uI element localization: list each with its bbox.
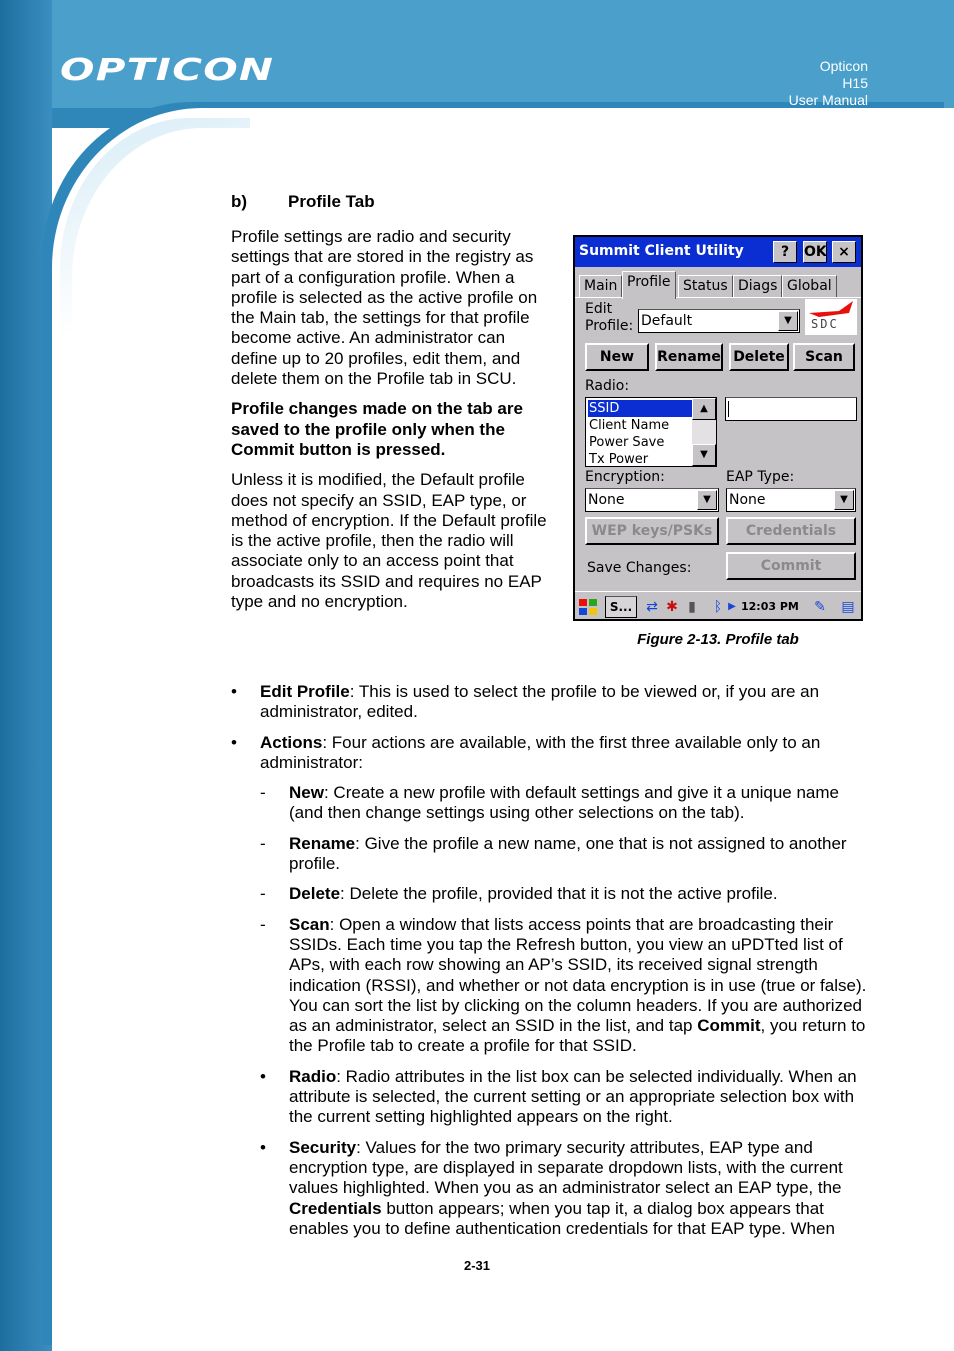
dash-mark: - <box>260 783 266 803</box>
tab-profile[interactable]: Profile <box>622 271 676 299</box>
scroll-up-icon[interactable]: ▲ <box>692 398 716 420</box>
taskbar-clock[interactable]: 12:03 PM <box>741 600 799 613</box>
intro-paragraph-3: Unless it is modified, the Default profile does not specify an SSID, EAP type, or method of encryption. If the Default profile is the active profile, then the radio will associate only to an access point that broadcasts its SSID and requires no EAP type and no encryption. <box>231 470 547 612</box>
taskbar-app-button[interactable]: S... <box>605 596 637 618</box>
eap-type-value: None <box>729 492 766 508</box>
radio-value-input[interactable] <box>725 397 857 421</box>
section-number: b) <box>231 192 248 211</box>
radio-label: Radio: <box>585 378 630 394</box>
battery-icon[interactable]: ▮ <box>688 599 696 615</box>
tab-main[interactable]: Main <box>579 275 622 297</box>
list-item[interactable]: Client Name <box>589 418 670 433</box>
list-item-actions: • Actions: Four actions are available, with the first three available only to an administrator: <box>231 732 821 772</box>
save-changes-label: Save Changes: <box>587 560 692 576</box>
stylus-icon[interactable]: ✎ <box>814 599 826 615</box>
sdc-logo: SDC <box>805 299 857 335</box>
eap-type-label: EAP Type: <box>726 469 795 485</box>
intro-text <box>231 227 551 622</box>
list-item[interactable]: Tx Power <box>589 452 649 467</box>
list-item-edit-profile: • Edit Profile: This is used to select the profile to be viewed or, if you are an administrator, edited. <box>231 682 820 722</box>
list-item[interactable]: SSID <box>588 400 692 417</box>
edit-profile-value: Default <box>641 313 693 329</box>
edit-profile-dropdown[interactable] <box>638 309 800 333</box>
sdc-wing-icon <box>809 301 853 317</box>
radio-attribute-list[interactable] <box>585 397 717 467</box>
bluetooth-icon[interactable]: ᛒ <box>713 599 723 615</box>
arrow-right-icon[interactable]: ▶ <box>728 601 736 612</box>
edit-label: Edit <box>585 301 613 317</box>
page-number: 2-31 <box>463 1258 491 1273</box>
encryption-dropdown[interactable] <box>585 488 719 512</box>
sub-item-radio: • Radio: Radio attributes in the list box can be selected individually. When an attribute is selected, the current setting or an appropriate selection box with the current setting highlighted appears on the right. <box>260 1066 857 1127</box>
opticon-logo: OPTICON <box>60 53 275 88</box>
bullet-mark: • <box>260 1137 266 1157</box>
sub-item-delete: - Delete: Delete the profile, provided that it is not the active profile. <box>260 884 778 904</box>
meta-company: Opticon <box>819 58 868 74</box>
sub-item-scan: - Scan: Open a window that lists access points that are broadcasting their SSIDs. Each time you tap the Refresh button, you view an uPDTted list of APs, with each row showing an AP’s SSID, its received signal strength indication (RSSI), and whether or not data encryption is in use (true or false). You can sort the list by clicking on the column headers. If you are authorized as an administrator, select an SSID in the list, and tap Commit, you return to the Profile tab to create a profile for that SSID. <box>260 914 867 1056</box>
tab-diags[interactable]: Diags <box>733 275 782 297</box>
new-button[interactable]: New <box>585 343 649 371</box>
chevron-down-icon[interactable]: ▼ <box>697 490 717 510</box>
figure-caption: Figure 2-13. Profile tab <box>637 631 799 648</box>
tab-underline <box>575 297 861 298</box>
dash-mark: - <box>260 884 266 904</box>
commit-button[interactable]: Commit <box>726 552 856 580</box>
meta-model: H15 <box>842 75 868 91</box>
encryption-label: Encryption: <box>585 469 665 485</box>
list-scrollbar[interactable] <box>692 398 716 466</box>
intro-paragraph-2: Profile changes made on the tab are saved to the profile only when the Commit button is pressed. <box>231 399 523 459</box>
bullet-list <box>231 682 871 1249</box>
window-titlebar <box>575 237 861 267</box>
scroll-down-icon[interactable]: ▼ <box>692 444 716 466</box>
section-heading <box>231 192 375 212</box>
tab-status[interactable]: Status <box>678 275 733 297</box>
eap-type-dropdown[interactable] <box>726 488 856 512</box>
profile-label: Profile: <box>585 318 634 334</box>
bullet-mark: • <box>231 682 237 701</box>
sub-item-security: • Security: Values for the two primary security attributes, EAP type and encryption type, are displayed in separate dropdown lists, with the current values highlighted. When you as an administrator select an EAP type, the Credentials button appears; when you tap it, a dialog box appears that enables you to define authentication credentials for that EAP type. When <box>260 1137 843 1238</box>
windows-start-icon[interactable] <box>577 596 599 618</box>
credentials-button[interactable]: Credentials <box>726 517 856 545</box>
intro-paragraph-1: Profile settings are radio and security settings that are stored in the registry as part of a configuration profile. When a profile is selected as the active profile on the Main tab, the settings for that profile become active. An administrator can define up to 20 profiles, edit them, and delete them on the Profile tab in SCU. <box>231 227 538 389</box>
taskbar <box>575 591 861 621</box>
close-button[interactable]: × <box>832 241 856 263</box>
document-meta <box>789 58 868 109</box>
chevron-down-icon[interactable]: ▼ <box>834 490 854 510</box>
help-button[interactable]: ? <box>773 241 797 263</box>
ok-button[interactable]: OK <box>803 241 827 263</box>
chevron-down-icon[interactable]: ▼ <box>778 311 798 331</box>
wireless-icon[interactable]: ✱ <box>666 599 678 615</box>
dash-mark: - <box>260 914 266 934</box>
profile-tab-screenshot <box>573 235 863 621</box>
section-title: Profile Tab <box>288 192 375 211</box>
list-item[interactable]: Power Save <box>589 435 665 450</box>
tab-global[interactable]: Global <box>782 275 837 297</box>
meta-doc-type: User Manual <box>788 92 868 108</box>
delete-button[interactable]: Delete <box>729 343 789 371</box>
tab-bar <box>575 271 861 299</box>
side-band <box>0 0 52 1351</box>
dash-mark: - <box>260 833 266 853</box>
network-icon[interactable]: ⇄ <box>646 599 658 615</box>
wep-keys-button[interactable]: WEP keys/PSKs <box>585 517 719 545</box>
window-title: Summit Client Utility <box>579 243 744 259</box>
keyboard-icon[interactable]: ▤ <box>841 599 855 615</box>
scan-button[interactable]: Scan <box>793 343 855 371</box>
bullet-mark: • <box>231 732 237 752</box>
sub-item-rename: - Rename: Give the profile a new name, one that is not assigned to another profile. <box>260 833 847 874</box>
sub-item-new: - New: Create a new profile with default settings and give it a unique name (and then change settings using other selections on the tab). <box>260 783 839 823</box>
encryption-value: None <box>588 492 625 508</box>
bullet-mark: • <box>260 1066 266 1086</box>
rename-button[interactable]: Rename <box>655 343 723 371</box>
